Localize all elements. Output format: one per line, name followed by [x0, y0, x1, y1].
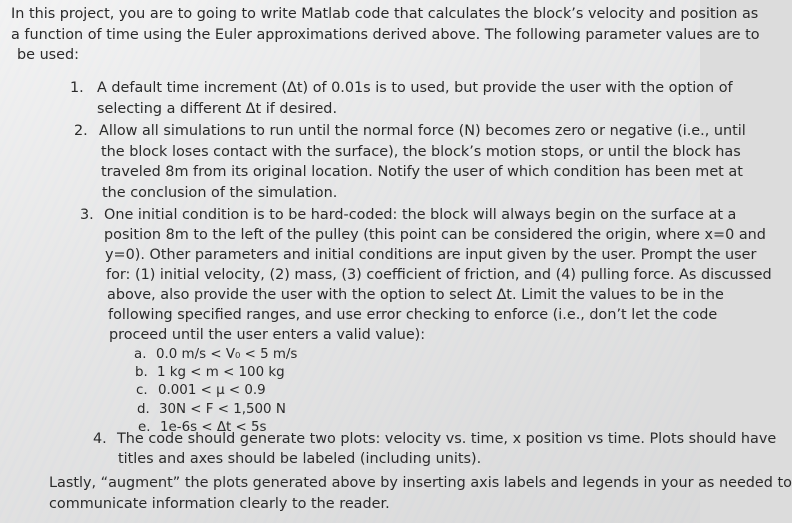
closing-line-1: Lastly, “augment” the plots generated above by inserting axis labels and legends in your as needed to	[49, 475, 792, 491]
item-3-line-3: y=0). Other parameters and initial conditions are input given by the user. Prompt the user	[105, 247, 757, 263]
subitem-e-letter: e.	[138, 420, 151, 435]
item-4-number: 4.	[93, 431, 107, 447]
closing-line-2: communicate information clearly to the reader.	[49, 496, 390, 512]
item-3-line-6: following specified ranges, and use error checking to enforce (i.e., don’t let the code	[108, 307, 718, 323]
item-3-number: 3.	[80, 207, 94, 223]
subitem-a-letter: a.	[134, 347, 147, 362]
subitem-b	[135, 364, 285, 382]
item-1-line-1: A default time increment (Δt) of 0.01s is to used, but provide the user with the option of	[97, 80, 733, 96]
item-3-line-7: proceed until the user enters a valid value):	[109, 327, 426, 343]
item-2-line-2: the block loses contact with the surface), the block’s motion stops, or until the block has	[101, 144, 741, 160]
subitem-d-text: 30N < F < 1,500 N	[159, 402, 286, 417]
item-4-line-1: The code should generate two plots: velocity vs. time, x position vs time. Plots should have	[117, 431, 777, 447]
subitem-b-letter: b.	[135, 365, 148, 380]
item-1-number: 1.	[70, 80, 84, 96]
item-3-line-2: position 8m to the left of the pulley (this point can be considered the origin, where x=0 and	[104, 227, 766, 243]
subitem-c	[136, 382, 266, 400]
subitem-a-text: 0.0 m/s < V₀ < 5 m/s	[156, 347, 298, 362]
item-2-number: 2.	[74, 123, 88, 139]
item-3-line-4: for: (1) initial velocity, (2) mass, (3) coefficient of friction, and (4) pulling force. As discussed	[106, 267, 772, 283]
intro-line-2: a function of time using the Euler approximations derived above. The following parameter values are to	[11, 27, 760, 43]
subitem-c-letter: c.	[136, 383, 148, 398]
intro-line-1: In this project, you are to going to write Matlab code that calculates the block’s velocity and position as	[11, 6, 759, 22]
intro-line-3: be used:	[17, 47, 80, 63]
subitem-d	[137, 401, 286, 419]
item-3-line-5: above, also provide the user with the option to select Δt. Limit the values to be in the	[107, 287, 724, 303]
item-3-line-1: One initial condition is to be hard-coded: the block will always begin on the surface at a	[104, 207, 737, 223]
item-2-line-3: traveled 8m from its original location. Notify the user of which condition has been met at	[101, 164, 743, 180]
subitem-e-text: 1e-6s < Δt < 5s	[160, 420, 267, 435]
item-2-line-1: Allow all simulations to run until the normal force (N) becomes zero or negative (i.e., until	[99, 123, 746, 139]
subitem-d-letter: d.	[137, 402, 150, 417]
subitem-b-text: 1 kg < m < 100 kg	[157, 365, 285, 380]
item-4-line-2: titles and axes should be labeled (including units).	[118, 451, 482, 467]
subitem-a	[134, 346, 297, 364]
item-2-line-4: the conclusion of the simulation.	[102, 185, 338, 201]
subitem-c-text: 0.001 < μ < 0.9	[158, 383, 266, 398]
item-1-line-2: selecting a different Δt if desired.	[97, 101, 338, 117]
